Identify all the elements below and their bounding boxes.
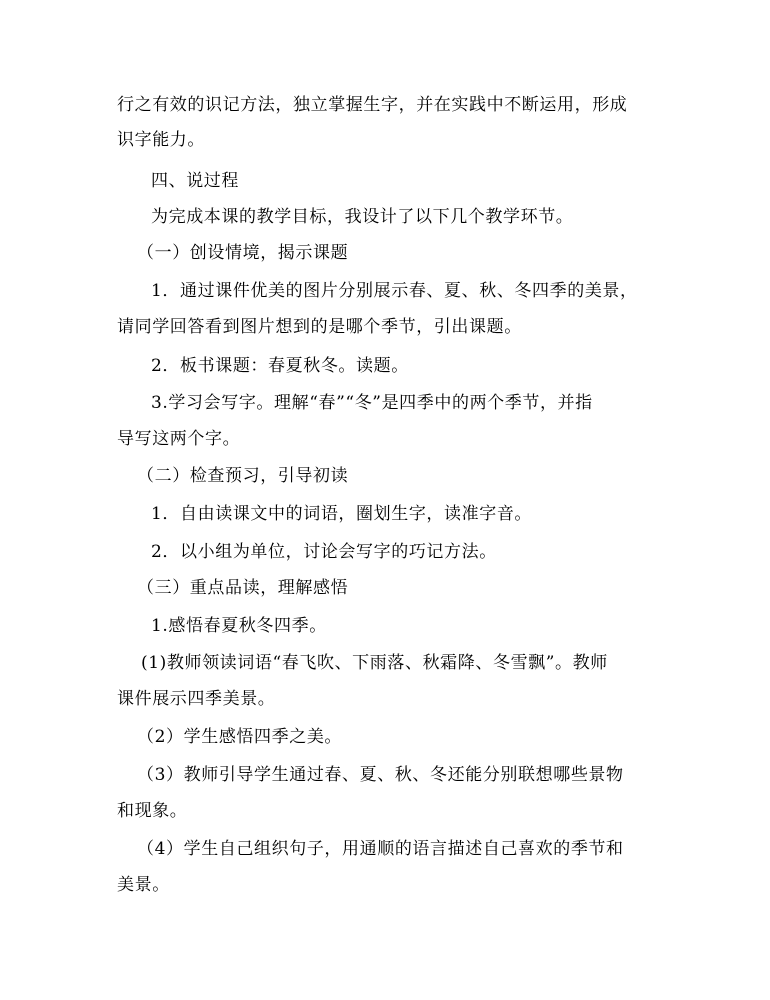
subsection-heading: （三）重点品读，理解感悟 xyxy=(137,578,349,598)
text-line: 2．以小组为单位，讨论会写字的巧记方法。 xyxy=(151,542,497,562)
text-line: 1．自由读课文中的词语，圈划生字，读准字音。 xyxy=(151,504,533,524)
text-line: 1．通过课件优美的图片分别展示春、夏、秋、冬四季的美景， xyxy=(151,281,638,301)
text-line: 2．板书课题：春夏秋冬。读题。 xyxy=(151,356,409,376)
text-line: （4）学生自己组织句子，用通顺的语言描述自己喜欢的季节和 xyxy=(137,839,624,859)
subsection-heading: （一）创设情境，揭示课题 xyxy=(137,243,349,263)
text-line: 3.学习会写字。理解“春”“冬”是四季中的两个季节，并指 xyxy=(151,393,593,413)
text-line: 请同学回答看到图片想到的是哪个季节，引出课题。 xyxy=(117,317,522,337)
section-heading: 四、说过程 xyxy=(151,171,239,191)
text-line: (1)教师领读词语“春飞吹、下雨落、秋霜降、冬雪飘”。教师 xyxy=(141,653,608,673)
subsection-heading: （二）检查预习，引导初读 xyxy=(137,466,349,486)
text-line: （3）教师引导学生通过春、夏、秋、冬还能分别联想哪些景物 xyxy=(137,765,624,785)
text-line: 和现象。 xyxy=(117,801,188,821)
text-line: 1.感悟春夏秋冬四季。 xyxy=(151,616,327,636)
text-line: 美景。 xyxy=(117,875,170,895)
text-line: 导写这两个字。 xyxy=(117,429,241,449)
text-line: 识字能力。 xyxy=(117,130,205,150)
text-line: 行之有效的识记方法，独立掌握生字，并在实践中不断运用，形成 xyxy=(117,95,628,115)
text-line: 为完成本课的教学目标，我设计了以下几个教学环节。 xyxy=(151,207,574,227)
text-line: 课件展示四季美景。 xyxy=(117,689,276,709)
text-line: （2）学生感悟四季之美。 xyxy=(137,727,343,747)
